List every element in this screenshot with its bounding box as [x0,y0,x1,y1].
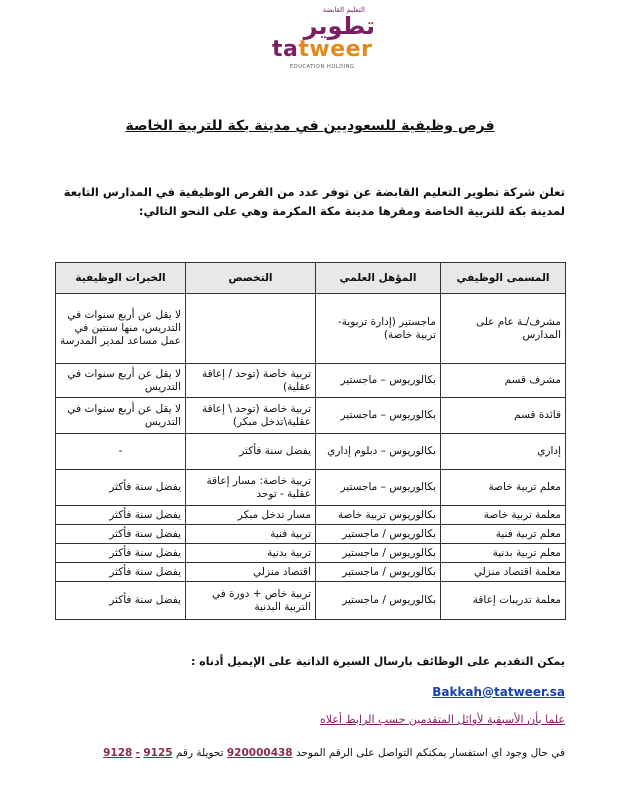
cell-specialization: تربية فنية [186,525,316,544]
table-row [56,563,566,582]
intro-paragraph: تعلن شركة تطوير التعليم القابضة عن توفر عدد من الفرص الوظيفية في المدارس التابعة لمدينة بكة للتربية الخاصة ومقرها مدينة مكة المكرمة وهي على النحو التالي: [63,185,565,218]
cell-specialization: يفضل سنة فأكثر [186,434,316,470]
logo-latin-part2: tweer [298,37,373,62]
jobs-table [55,262,566,620]
contact-line [55,747,565,759]
cell-job-title: معلم تربية خاصة [441,470,566,506]
logo-arabic-small: التعليم القابضة [322,6,365,14]
priority-note: علما بأن الأسبقية لأوائل المتقدمين حسب الرابط أعلاه [320,713,565,726]
cell-experience: يفضل سنة فأكثر [56,506,186,525]
cell-specialization: تربية خاصة: مسار إعاقة عقلية - توحد [186,470,316,506]
cell-job-title: معلمة تدريبات إعاقة [441,582,566,620]
table-row [56,506,566,525]
cell-qualification: بكالوريوس / ماجستير [316,563,441,582]
header-job-title: المسمى الوظيفي [441,263,566,294]
page-title: فرص وظيفية للسعوديين في مدينة بكة للتربية الخاصة [125,118,495,134]
cell-specialization: تربية خاص + دورة في التربية البدنية [186,582,316,620]
table-row [56,525,566,544]
cell-specialization: اقتصاد منزلي [186,563,316,582]
cell-job-title: قائدة قسم [441,398,566,434]
cell-experience: يفضل سنة فأكثر [56,470,186,506]
extension-separator: - [135,747,141,759]
cell-specialization: تربية خاصة (توحد \ إعاقة عقلية\تدخل مبكر) [186,398,316,434]
logo-latin-part1: ta [272,37,299,62]
cell-experience: لا يقل عن أربع سنوات في التدريس، منها سنتين في عمل مساعد لمدير المدرسة [56,294,186,364]
table-row [56,434,566,470]
table-header-row [56,263,566,294]
cell-specialization: تربية بدنية [186,544,316,563]
table-row [56,398,566,434]
cell-job-title: إداري [441,434,566,470]
header-specialization: التخصص [186,263,316,294]
cell-specialization: تربية خاصة (توحد / إعاقة عقلية) [186,364,316,398]
table-row [56,582,566,620]
cell-experience: - [56,434,186,470]
cell-experience: لا يقل عن أربع سنوات في التدريس [56,364,186,398]
header-qualification: المؤهل العلمي [316,263,441,294]
cell-job-title: معلمة تربية خاصة [441,506,566,525]
cell-qualification: بكالوريوس – ماجستير [316,364,441,398]
cell-qualification: بكالوريوس / ماجستير [316,582,441,620]
cell-experience: يفضل سنة فأكثر [56,525,186,544]
extension-2[interactable]: 9128 [103,747,133,759]
extension-1[interactable]: 9125 [143,747,173,759]
cell-experience: يفضل سنة فأكثر [56,544,186,563]
cell-specialization [186,294,316,364]
cell-qualification: ماجستير (إدارة تربوية- تربية خاصة) [316,294,441,364]
cell-job-title: مشرف/ـة عام على المدارس [441,294,566,364]
unified-number[interactable]: 920000438 [226,747,293,759]
cell-qualification: بكالوريوس / ماجستير [316,525,441,544]
contact-prefix: في حال وجود اي استفسار يمكنكم التواصل على الرقم الموحد [295,747,565,759]
cell-job-title: معلم تربية بدنية [441,544,566,563]
cell-job-title: معلم تربية فنية [441,525,566,544]
cell-specialization: مسار تدخل مبكر [186,506,316,525]
cell-qualification: بكالوريوس – دبلوم إداري [316,434,441,470]
cell-job-title: معلمة اقتصاد منزلي [441,563,566,582]
cell-experience: لا يقل عن أربع سنوات في التدريس [56,398,186,434]
logo-arabic-big: تطوير [303,12,375,40]
tatweer-logo [250,6,385,76]
cell-qualification: بكالوريوس – ماجستير [316,470,441,506]
cell-qualification: بكالوريوس – ماجستير [316,398,441,434]
table-row [56,544,566,563]
table-row [56,470,566,506]
logo-latin [272,38,372,62]
cell-experience: يفضل سنة فأكثر [56,563,186,582]
table-row [56,364,566,398]
header-experience: الخبرات الوظيفية [56,263,186,294]
cell-qualification: بكالوريوس تربية خاصة [316,506,441,525]
table-row [56,294,566,364]
cell-job-title: مشرف قسم [441,364,566,398]
apply-instructions: يمكن التقديم على الوظائف بارسال السيرة الذاتية على الإيميل أدناه : [191,655,565,668]
email-link[interactable]: Bakkah@tatweer.sa [432,685,565,699]
extension-label: تحويلة رقم [175,747,224,759]
cell-experience: يفضل سنة فأكثر [56,582,186,620]
logo-subtitle: EDUCATION HOLDING [290,64,355,70]
cell-qualification: بكالوريوس / ماجستير [316,544,441,563]
